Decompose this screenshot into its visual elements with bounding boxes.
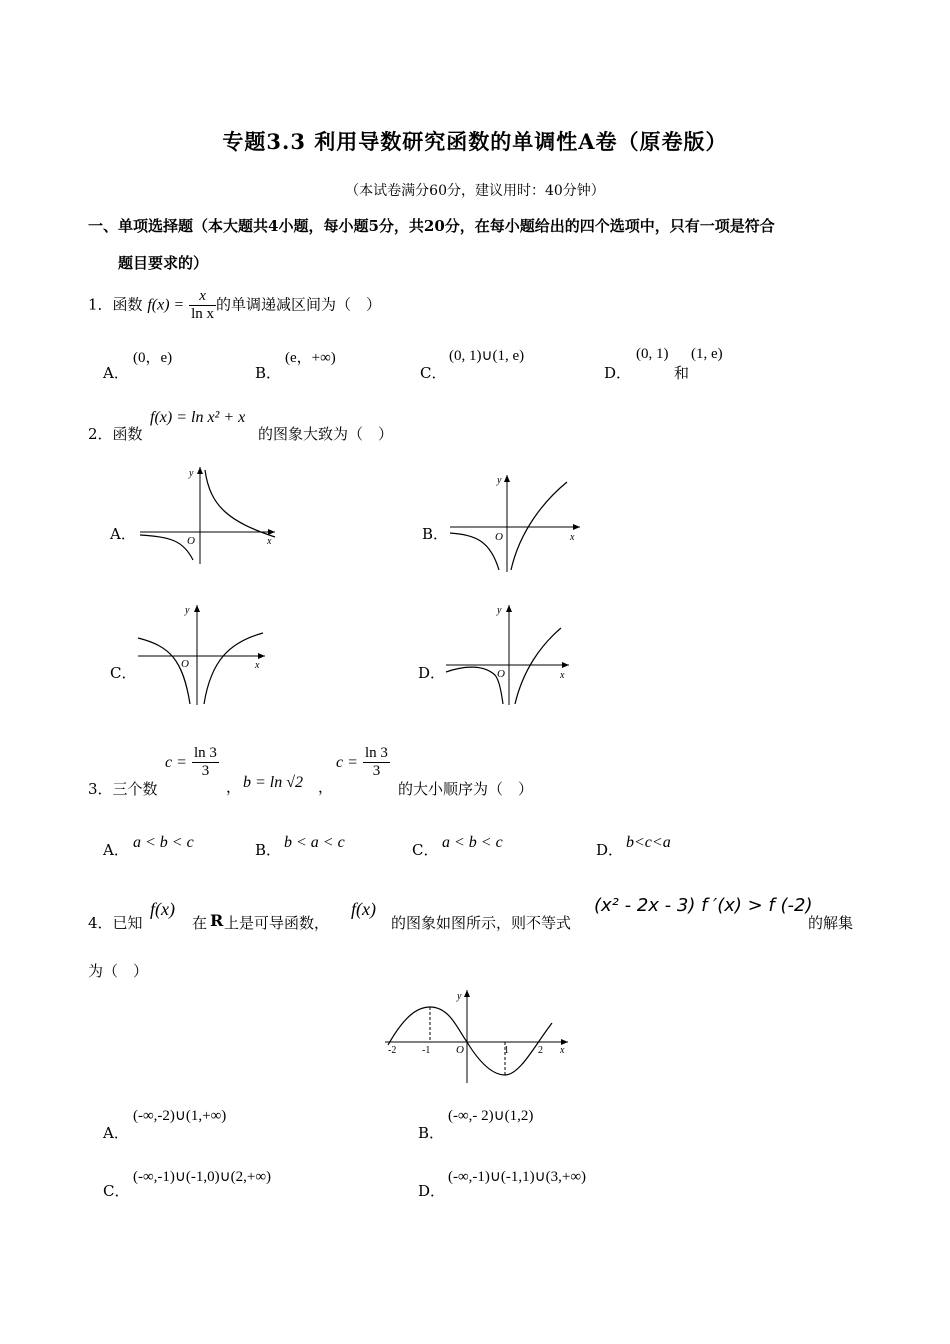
x-label: x	[560, 670, 565, 681]
q3-option-b-value: b < a < c	[284, 834, 345, 851]
tick-minus1: -1	[422, 1045, 431, 1056]
q2-option-b-label[interactable]: B．	[422, 525, 449, 543]
origin-label: O	[181, 658, 189, 670]
q4-R: R	[210, 911, 224, 930]
q3-c1-den: 3	[201, 763, 210, 779]
curve-right	[515, 628, 561, 704]
q1-number: 1．	[88, 295, 113, 314]
y-label: y	[457, 991, 462, 1002]
q3-c2-lhs: c =	[336, 754, 358, 771]
q4-suffix1: 的解集	[808, 914, 854, 932]
q2-formula: f(x) = ln x² + x	[150, 409, 246, 426]
curve-right	[205, 470, 275, 537]
q3-expr-c2	[336, 745, 390, 780]
q4-option-a-label[interactable]: A．	[103, 1124, 129, 1142]
q4-fx1: f(x)	[150, 899, 175, 919]
y-label: y	[185, 605, 190, 616]
q3-suffix: 的大小顺序为（ ）	[398, 780, 534, 798]
q2-prefix: 函数	[112, 425, 143, 443]
q1-option-c-label[interactable]: C．	[420, 364, 447, 382]
q3-c1-fraction	[192, 745, 219, 780]
page-subtitle: （本试卷满分60分，建议用时：40分钟）	[345, 183, 605, 199]
x-label: x	[267, 536, 272, 547]
q1-option-d-joiner: 和	[674, 364, 690, 382]
x-label: x	[560, 1045, 565, 1056]
x-label: x	[570, 532, 575, 543]
q4-graph	[380, 985, 575, 1085]
q4-mid1: 在	[192, 914, 208, 932]
q1-option-d-value-left: (0, 1)	[636, 346, 669, 362]
q1-suffix: 的单调递减区间为（ ）	[216, 295, 382, 314]
q3-option-a-label[interactable]: A．	[103, 841, 129, 859]
q3-prefix: 三个数	[112, 780, 158, 798]
origin-label: O	[495, 531, 503, 543]
q2-graph-d[interactable]	[443, 600, 575, 708]
curve	[388, 1007, 552, 1075]
q4-option-b-value: (-∞,- 2)∪(1,2)	[448, 1108, 534, 1124]
q3-number: 3．	[88, 780, 113, 798]
curve-right	[511, 482, 567, 570]
curve-left	[450, 533, 499, 570]
section-heading-line2: 题目要求的）	[118, 254, 209, 272]
tick-origin: O	[456, 1044, 464, 1056]
q4-number: 4．	[88, 914, 113, 932]
origin-label: O	[187, 535, 195, 547]
q1-option-d-value-right: (1, e)	[691, 346, 723, 362]
q3-option-c-label[interactable]: C．	[412, 841, 439, 859]
q4-mid2: 上是可导函数，	[224, 914, 330, 932]
q3-expr-c1	[165, 745, 219, 780]
curve-left	[140, 535, 193, 560]
q3-c1-lhs: c =	[165, 754, 187, 771]
y-arrow-icon	[464, 990, 470, 997]
q3-c2-den: 3	[372, 763, 381, 779]
curve-left	[138, 638, 190, 704]
q3-lead	[88, 778, 158, 799]
q1-option-b-value: (e，+∞)	[285, 350, 336, 366]
q4-option-d-label[interactable]: D．	[418, 1182, 446, 1200]
x-arrow-icon	[573, 524, 580, 530]
q4-option-c-value: (-∞,-1)∪(-1,0)∪(2,+∞)	[133, 1169, 272, 1185]
q1-option-d-label[interactable]: D．	[604, 364, 632, 382]
q1-option-a-value: (0，e)	[133, 350, 173, 366]
q1-option-b-label[interactable]: B．	[255, 364, 282, 382]
q3-c1-num: ln 3	[194, 745, 217, 761]
q4-mid3: 的图象如图所示，则不等式	[391, 914, 572, 932]
q3-option-d-value: b<c<a	[626, 834, 671, 851]
x-arrow-icon	[562, 662, 569, 668]
q4-fx2: f(x)	[351, 899, 376, 919]
y-arrow-icon	[197, 467, 203, 474]
y-label: y	[497, 475, 502, 486]
x-arrow-icon	[268, 529, 275, 535]
q3-c2-fraction	[363, 745, 390, 780]
section-heading-line1: 一、单项选择题（本大题共4小题，每小题5分，共20分，在每小题给出的四个选项中，只有一项是符合	[88, 217, 775, 235]
y-label: y	[189, 468, 194, 479]
x-arrow-icon	[258, 653, 265, 659]
q1-option-c-value: (0, 1)∪(1, e)	[449, 348, 525, 364]
y-arrow-icon	[194, 605, 200, 612]
q2-option-a-label[interactable]: A．	[110, 525, 136, 543]
q3-option-c-value: a < b < c	[442, 834, 503, 851]
q3-option-a-value: a < b < c	[133, 834, 194, 851]
tick-plus2: 2	[538, 1045, 543, 1056]
question-1	[88, 288, 381, 323]
q3-option-d-label[interactable]: D．	[596, 841, 624, 859]
q4-lead	[88, 912, 143, 933]
q4-prefix: 已知	[112, 914, 143, 932]
q1-fraction	[189, 288, 216, 323]
q1-func-lhs: f(x) =	[147, 296, 185, 314]
q3-c2-num: ln 3	[365, 745, 388, 761]
q2-lead	[88, 423, 143, 444]
q4-option-d-value: (-∞,-1)∪(-1,1)∪(3,+∞)	[448, 1169, 587, 1185]
q3-option-b-label[interactable]: B．	[255, 841, 282, 859]
q1-frac-num: x	[189, 288, 216, 306]
q4-option-c-label[interactable]: C．	[103, 1182, 130, 1200]
q4-option-b-label[interactable]: B．	[418, 1124, 445, 1142]
q2-graph-b[interactable]	[445, 470, 585, 575]
q3-b-expr: b = ln √2	[243, 774, 304, 791]
q1-option-a-label[interactable]: A．	[103, 364, 129, 382]
q4-inequality: (x² - 2x - 3) f ′(x) > f (-2)	[594, 895, 813, 916]
q3-sep1: ，	[226, 778, 242, 796]
q1-frac-den: ln x	[191, 306, 215, 322]
tick-minus2: -2	[388, 1045, 397, 1056]
q1-prefix: 函数	[112, 295, 143, 314]
y-arrow-icon	[504, 475, 510, 482]
tick-plus1: 1	[504, 1045, 509, 1056]
q2-suffix: 的图象大致为（ ）	[258, 425, 394, 443]
q2-graph-c[interactable]	[135, 600, 270, 708]
q2-number: 2．	[88, 425, 113, 443]
q2-option-d-label[interactable]: D．	[418, 664, 446, 682]
q4-option-a-value: (-∞,-2)∪(1,+∞)	[133, 1108, 227, 1124]
origin-label: O	[497, 668, 505, 680]
x-label: x	[255, 660, 260, 671]
curve-left	[446, 667, 503, 704]
y-arrow-icon	[506, 605, 512, 612]
y-label: y	[497, 605, 502, 616]
q3-sep2: ，	[318, 778, 334, 796]
q2-graph-a[interactable]	[135, 462, 280, 567]
page-title: 专题3.3 利用导数研究函数的单调性A卷（原卷版）	[222, 129, 728, 154]
q2-option-c-label[interactable]: C．	[110, 664, 137, 682]
q4-line2: 为（ ）	[88, 962, 149, 980]
